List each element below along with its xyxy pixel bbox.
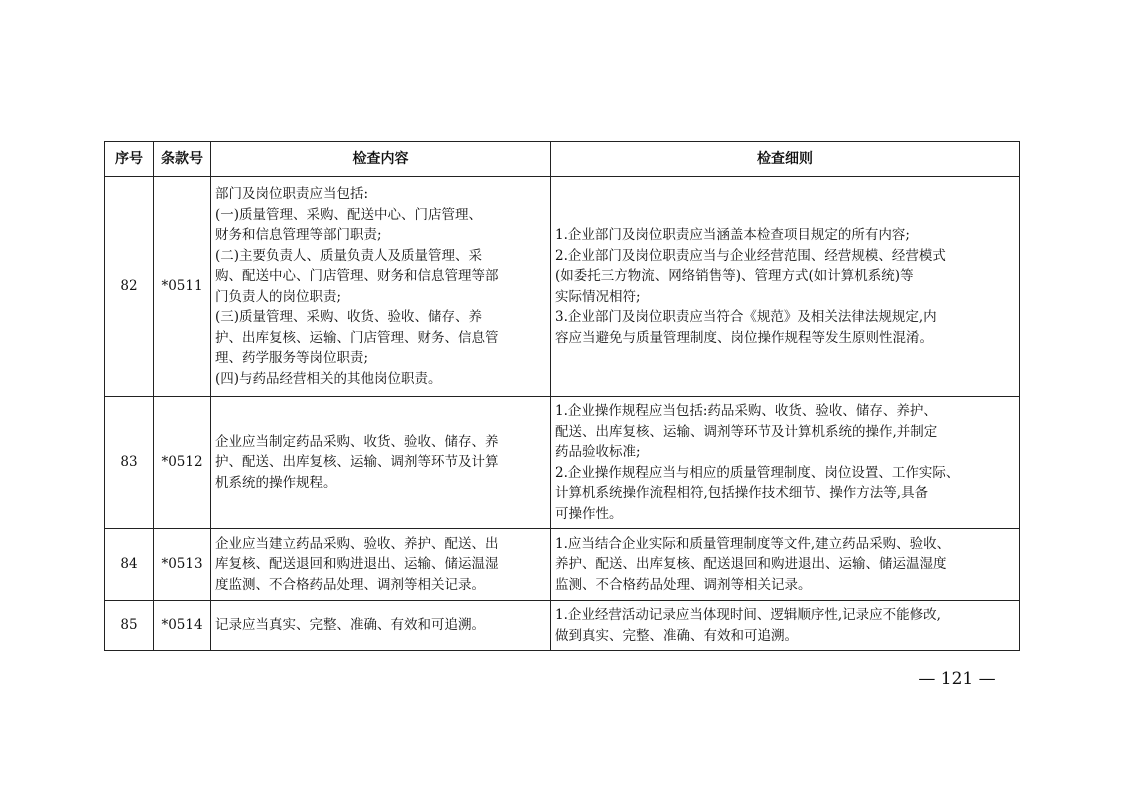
content-line: (四)与药品经营相关的其他岗位职责。 bbox=[215, 370, 442, 387]
detail-line: (如委托三方物流、网络销售等)、管理方式(如计算机系统)等 bbox=[555, 268, 914, 284]
header-seq: 序号 bbox=[105, 142, 154, 177]
content-line: (二)主要负责人、质量负责人及质量管理、采 bbox=[215, 247, 483, 264]
row-clause: *0511 bbox=[154, 177, 211, 397]
row-clause: *0514 bbox=[154, 601, 211, 651]
detail-line: 监测、不合格药品处理、调剂等相关记录。 bbox=[555, 576, 812, 593]
content-line: 度监测、不合格药品处理、调剂等相关记录。 bbox=[215, 576, 485, 593]
detail-line: 药品验收标准; bbox=[555, 444, 641, 460]
row-seq: 84 bbox=[105, 529, 154, 601]
detail-line: 1.企业操作规程应当包括:药品采购、收货、验收、储存、养护、 bbox=[555, 403, 937, 419]
detail-line: 容应当避免与质量管理制度、岗位操作规程等发生原则性混淆。 bbox=[555, 329, 933, 346]
content-line: 护、出库复核、运输、门店管理、财务、信息管 bbox=[215, 329, 499, 346]
content-line: 企业应当建立药品采购、验收、养护、配送、出 bbox=[215, 535, 499, 552]
table-row bbox=[105, 397, 1020, 529]
detail-line: 2.企业部门及岗位职责应当与企业经营范围、经营规模、经营模式 bbox=[555, 247, 946, 264]
row-clause: *0513 bbox=[154, 529, 211, 601]
page-number: — 121 — bbox=[918, 669, 996, 689]
content-line: 理、药学服务等岗位职责; bbox=[215, 350, 369, 366]
row-seq: 82 bbox=[105, 177, 154, 397]
content-line: 购、配送中心、门店管理、财务和信息管理等部 bbox=[215, 268, 499, 284]
header-clause: 条款号 bbox=[154, 142, 211, 177]
detail-line: 可操作性。 bbox=[555, 505, 623, 522]
header-detail: 检查细则 bbox=[551, 142, 1020, 177]
detail-line: 实际情况相符; bbox=[555, 288, 641, 305]
content-line: (三)质量管理、采购、收货、验收、储存、养 bbox=[215, 309, 483, 325]
detail-line: 养护、配送、出库复核、配送退回和购进退出、运输、储运温湿度 bbox=[555, 556, 947, 573]
row-content bbox=[211, 529, 551, 601]
content-line: 护、配送、出库复核、运输、调剂等环节及计算 bbox=[215, 454, 499, 471]
content-line: 机系统的操作规程。 bbox=[215, 474, 337, 491]
content-line: 部门及岗位职责应当包括: bbox=[215, 186, 369, 202]
detail-line: 做到真实、完整、准确、有效和可追溯。 bbox=[555, 627, 798, 644]
content-line: 库复核、配送退回和购进退出、运输、储运温湿 bbox=[215, 556, 499, 573]
table-header-row bbox=[105, 142, 1020, 177]
row-seq: 85 bbox=[105, 601, 154, 651]
row-detail bbox=[551, 397, 1020, 529]
row-detail bbox=[551, 601, 1020, 651]
table-row bbox=[105, 601, 1020, 651]
detail-line: 3.企业部门及岗位职责应当符合《规范》及相关法律法规规定,内 bbox=[555, 309, 937, 325]
detail-line: 1.企业部门及岗位职责应当涵盖本检查项目规定的所有内容; bbox=[555, 227, 910, 243]
header-content: 检查内容 bbox=[211, 142, 551, 177]
detail-line: 配送、出库复核、运输、调剂等环节及计算机系统的操作,并制定 bbox=[555, 423, 938, 440]
row-content bbox=[211, 177, 551, 397]
content-line: 财务和信息管理等部门职责; bbox=[215, 227, 382, 243]
row-content bbox=[211, 601, 551, 651]
content-line: 门负责人的岗位职责; bbox=[215, 288, 342, 305]
content-line: 企业应当制定药品采购、收货、验收、储存、养 bbox=[215, 433, 499, 450]
detail-line: 计算机系统操作流程相符,包括操作技术细节、操作方法等,具备 bbox=[555, 485, 929, 501]
inspection-table bbox=[104, 141, 1020, 651]
content-line: (一)质量管理、采购、配送中心、门店管理、 bbox=[215, 206, 483, 223]
table-row bbox=[105, 529, 1020, 601]
detail-line: 1.企业经营活动记录应当体现时间、逻辑顺序性,记录应不能修改, bbox=[555, 607, 941, 623]
row-seq: 83 bbox=[105, 397, 154, 529]
row-content bbox=[211, 397, 551, 529]
row-detail bbox=[551, 529, 1020, 601]
detail-line: 1.应当结合企业实际和质量管理制度等文件,建立药品采购、验收、 bbox=[555, 535, 951, 552]
row-clause: *0512 bbox=[154, 397, 211, 529]
content-line: 记录应当真实、完整、准确、有效和可追溯。 bbox=[215, 617, 485, 634]
detail-line: 2.企业操作规程应当与相应的质量管理制度、岗位设置、工作实际、 bbox=[555, 464, 960, 481]
table-row bbox=[105, 177, 1020, 397]
row-detail bbox=[551, 177, 1020, 397]
